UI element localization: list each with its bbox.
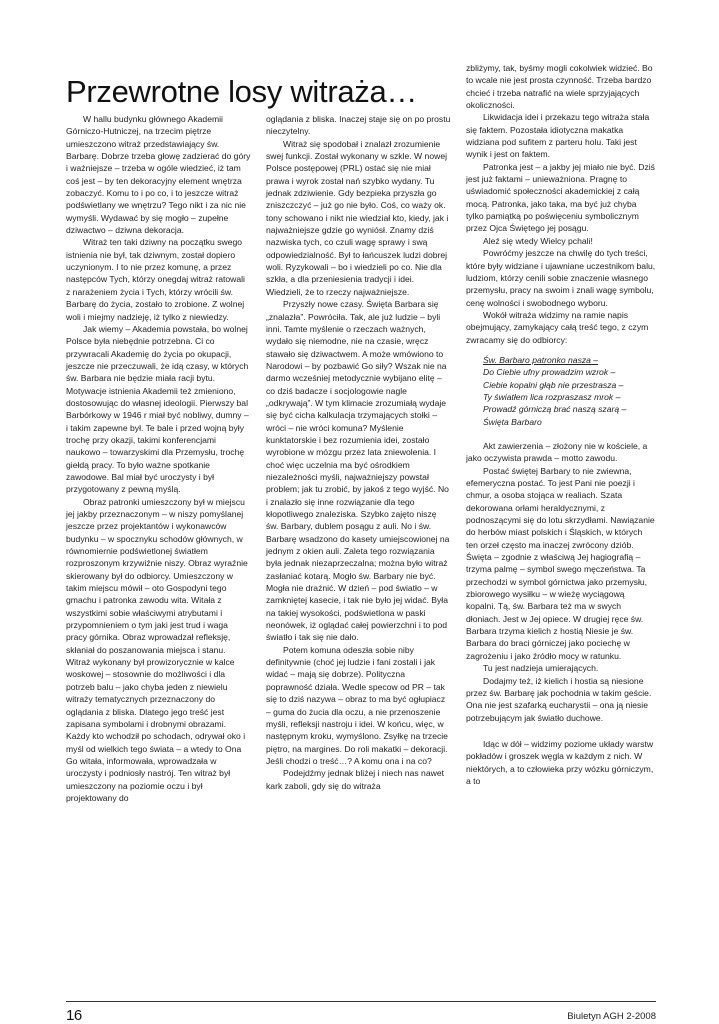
paragraph: Powróćmy jeszcze na chwilę do tych treści, które były widziane i ujawniane uczestnikom balu, ludziom, którzy cenili sobie znaczenie własnego przemysłu, pracy na swoim i znali wagę symbolu, cenę wolności i swobodnego wyboru. — [466, 248, 656, 308]
poem-line: Ty światłem lica rozpraszasz mrok – — [483, 391, 621, 402]
text-column-2 — [266, 113, 451, 792]
paragraph: Obraz patronki umieszczony był w miejscu jej jakby przeznaczonym – w niszy pomyślanej jeszcze przez projektantów i wykonawców budynku – w spocznyku schodów głównych, w równomiernie podświetlonej światłem rozproszonym krzywiźnie niszy. Obraz wyraźnie skierowany był do odbiorcy. Umieszczony w takim miejscu mówił – oto Gospodyni tego gmachu i patronka zawodu wita. Witała z wszystkimi sobie właściwymi atrybutami i przypomnieniem o tym jaki jest trud i waga pracy górnika. Obraz wprowadzał refleksję, skłaniał do poszanowania miejsca i stanu. Witraż wykonany był prowizorycznie w kalce woskowej – stosownie do możliwości i dla potrzeb balu – jako chyba jeden z niewielu witraży tematycznych przeznaczony do oglądania z bliska. Dlatego jego treść jest zapisana symbolami i drobnymi obrazami. Każdy kto wchodził po schodach, odrywał oko i myśl od wielkich tego świata – a wtedy to Ona Go witała, informowała, wprowadzała w uroczysty i podniosły nastrój. Ten witraż był umieszczony na poziomie oczu i był projektowany do — [66, 496, 248, 803]
paragraph: oglądania z bliska. Inaczej staje się on po prostu nieczytelny. — [266, 114, 451, 137]
paragraph: Patronka jest – a jakby jej miało nie być. Dziś jest już faktami – unieważniona. Pragnę to uświadomić społeczności akademickiej z całą mocą. Patronka, jako taka, ma być już chyba tylko pamiątką po poświęceniu symbolicznym przez Ojca Świętego jej posągu. — [466, 161, 655, 234]
paragraph: Tu jest nadzieja umierających. — [483, 663, 599, 674]
poem-line: Ciebie kopalni głąb nie przestrasza – — [483, 379, 624, 390]
paragraph: Dodajmy też, iż kielich i hostia są niesione przez św. Barbarę jak pochodnia w takim geście. Ona nie jest szafarką eucharystii – ona ją niesie potrzebującym jak światło duchowe. — [466, 675, 652, 723]
paragraph: Wokół witraża widzimy na ramie napis obejmujący, zamykający całą treść tego, z czym zwracamy się do odbiorcy: — [466, 309, 649, 345]
paragraph: zbliżymy, tak, byśmy mogli cokolwiek widzieć. Bo to wcale nie jest prosta czynność. Trzeba bardzo chcieć i trzeba natrafić na wiele sprzyjających okoliczności. — [466, 63, 653, 111]
paragraph: Likwidacja idei i przekazu tego witraża stała się faktem. Pozostała idiotyczna makatka widziana pod sufitem z parteru holu. Taki jest wynik i jest on faktem. — [466, 112, 650, 160]
page-number: 16 — [66, 1007, 82, 1024]
paragraph: Przyszły nowe czasy. Święta Barbara się „znalazła”. Powróciła. Tak, ale już ludzie – byli inni. Tamte myślenie o rzeczach ważnych, wydało się niemodne, nie na czasie, wręcz stawało się dziwactwem. A może wmówiono to Narodowi – by pozbawić Go siły? Wszak nie na darmo wcześniej metodycznie wybijano elitę – co dziś badacze i socjologowie nagle „odkrywają”. W tym klimacie zrozumiałą wydaje się być cicha kalkulacja trzymających stołki – wróci – nie wróci komuna? Myślenie kunktatorskie i bez rozumienia idei, zostało wyrobione w mózgu przez lata zniewolenia. I choć więc uczelnia ma być ośrodkiem niezależności myśli, najważniejszy powstał problem; jak tu zrobić, by jakoś z tego wyjść. No i znalazło się inne rozwiązanie dla tego kłopotliwego znaleziska. Szybko zajęto niszę św. Barbary, dublem posągu z auli. No i św. Barbarę wsadzono do kasety umiejscowionej na jednym z okien auli. Zaleta tego rozwiązania była jednak niezaprzeczalna; można było witraż zasłaniać kotarą. Mogło św. Barbary nie być. Mogła nie drażnić. W dzień – pod światło – w zamkniętej kasecie, i tak nie było jej widać. Była na takiej wysokości, podświetlona w paski neonówek, iż oglądać całej powierzchni i to pod światło i tak się nie dało. — [266, 299, 450, 643]
paragraph: Witraż ten taki dziwny na początku swego istnienia nie był, tak dziwnym, został dopiero uczynionym. I to nie przez komunę, a przez następców Tych, którzy onegdaj witraż ratowali z narażeniem życia i Tych, którzy wrócili św. Barbarę do życia, zostało to zrobione. Z wolnej woli i miejmy nadzieję, iż tylko z niewiedzy. — [66, 237, 245, 322]
paragraph: Idąc w dół – widzimy poziome układy warstw pokładów i groszek węgla w każdym z nich. W niektórych, a to człowieka przy wózku górniczym, a to — [466, 738, 654, 786]
poem-line: Święta Barbaro — [483, 416, 542, 427]
paragraph: Podejdźmy jednak bliżej i niech nas nawet kark zaboli, gdy się do witraża — [266, 768, 444, 791]
paragraph: W hallu budynku głównego Akademii Górniczo-Hutniczej, na trzecim piętrze umieszczono witraż przedstawiający św. Barbarę. Dobrze trzeba głowę zadzierać do góry i ważniejsze – trzeba w ogóle wiedzieć, iż tam coś jest – by ten dekoracyjny element wnętrza zobaczyć. Komu to i po co, i to jeszcze witraż podświetlany we wnętrzu? Tego nikt i za nic nie wymyśli. Wydawać by się mogło – zupełne dziwactwo – dziwna dekoracja. — [66, 114, 251, 236]
paragraph: Postać świętej Barbary to nie zwiewna, efemeryczna postać. To jest Pani nie poezji i chmur, a osoba stojąca w realiach. Szata dekorowana orłami heraldycznymi, z podnoszącymi się do lotu skrzydłami. Nawiązanie do herbów miast polskich i Śląskich, w których ten orzeł często ma inaczej zwrócony dziób. Święta – zgodnie z właściwą Jej hagiografią – trzyma palmę – symbol swego męczeństwa. Ta przechodzi w symbol górnictwa jako przemysłu, zbiorowego wysiłku – w wieżę wyciągową kopalni. Tą, św. Barbara też ma w swych dłoniach. Jest w Jej opiece. W drugiej ręce św. Barbara trzyma kielich z hostią Niesie je św. Barbara do braci górniczej jako pociechę w zagrożeniu i jako źródło mocy w ratunku. — [466, 465, 655, 661]
poem-inscription — [483, 354, 656, 428]
article-title: Przewrotne losy witraża… — [66, 73, 418, 109]
poem-line: Prowadź górniczą brać naszą szarą – — [483, 404, 627, 415]
paragraph: Akt zawierzenia – złożony nie w kościele, a jako oczywista prawda – motto zawodu. — [466, 440, 648, 464]
paragraph-spacer — [466, 724, 656, 738]
paragraph: Aleź się wtedy Wielcy pchali! — [483, 235, 593, 246]
footer-rule — [66, 1001, 656, 1002]
text-column-1 — [66, 113, 251, 804]
poem-line: Św. Barbaro patronko nasza – — [483, 354, 599, 365]
publication-name: Biuletyn AGH 2-2008 — [567, 1011, 656, 1022]
poem-line: Do Ciebie ufny prowadzim wzrok – — [483, 367, 616, 378]
paragraph: Jak wiemy – Akademia powstała, bo wolnej Polsce była niebędnie potrzebna. Ci co przywracali Akademię do życia po okupacji, jeszcze nie przeczuwali, że idą czasy, w których św. Barbara nie będzie miała racji bytu. Motywacje istnienia Akademii też zmieniono, dostosowując do własnej ideologii. Pierwszy bal Barbórkowy w 1946 r miał być nobliwy, dumny – i takim zapewne był. Te bale i przed wojną były trochę przy okazji, takimi konferencjami naukowo – towarzyskimi dla Przemysłu, trochę giełdą pracy. To było ważne spotkanie zawodowe. Bal miał być uroczysty i był przygotowany z pewną myślą. — [66, 323, 249, 495]
paragraph: Potem komuna odeszła sobie niby definitywnie (choć jej ludzie i fani zostali i jak widać – mają się dobrze). Polityczna poprawność działa. Wedle specow od PR – tak się to dziś nazywa – obraz to ma być ogłupiacz – guma do żucia dla oczu, a nie przenoszenie myśli, refleksji nastroju i idei. W końcu, więc, w następnym kroku, wymyślono. Zsyłkę na trzecie piętro, na margines. Do roli makatki – dekoracji. Jeśli chodzi o treść…? A komu ona i na co? — [266, 644, 448, 766]
paragraph: Witraż się spodobał i znalazł zrozumienie swej funkcji. Został wykonany w szkle. W nowej Polsce postępowej (PRL) ostać się nie miał prawa i wyrok został nań szybko wydany. Tu jednak zdziwienie. Gdy bezpieka przyszła go zniszczczyć – już go nie było. Coś, co waży ok. tony schowano i nikt nie wiedział kto, kiedy, jak i najważniejsze gdzie go wyniósł. Znamy dziś nazwiska tych, co czuli wagę sprawy i swą odpowiedzialność. Był to łańcuszek ludzi dobrej woli. Ryzykowali – bo i wiedzieli po co. Nie dla szkła, a dla przeniesienia tradycji i idei. Wiedzieli, że to rzeczy najważniejsze. — [266, 138, 449, 297]
text-column-3 — [466, 62, 656, 787]
